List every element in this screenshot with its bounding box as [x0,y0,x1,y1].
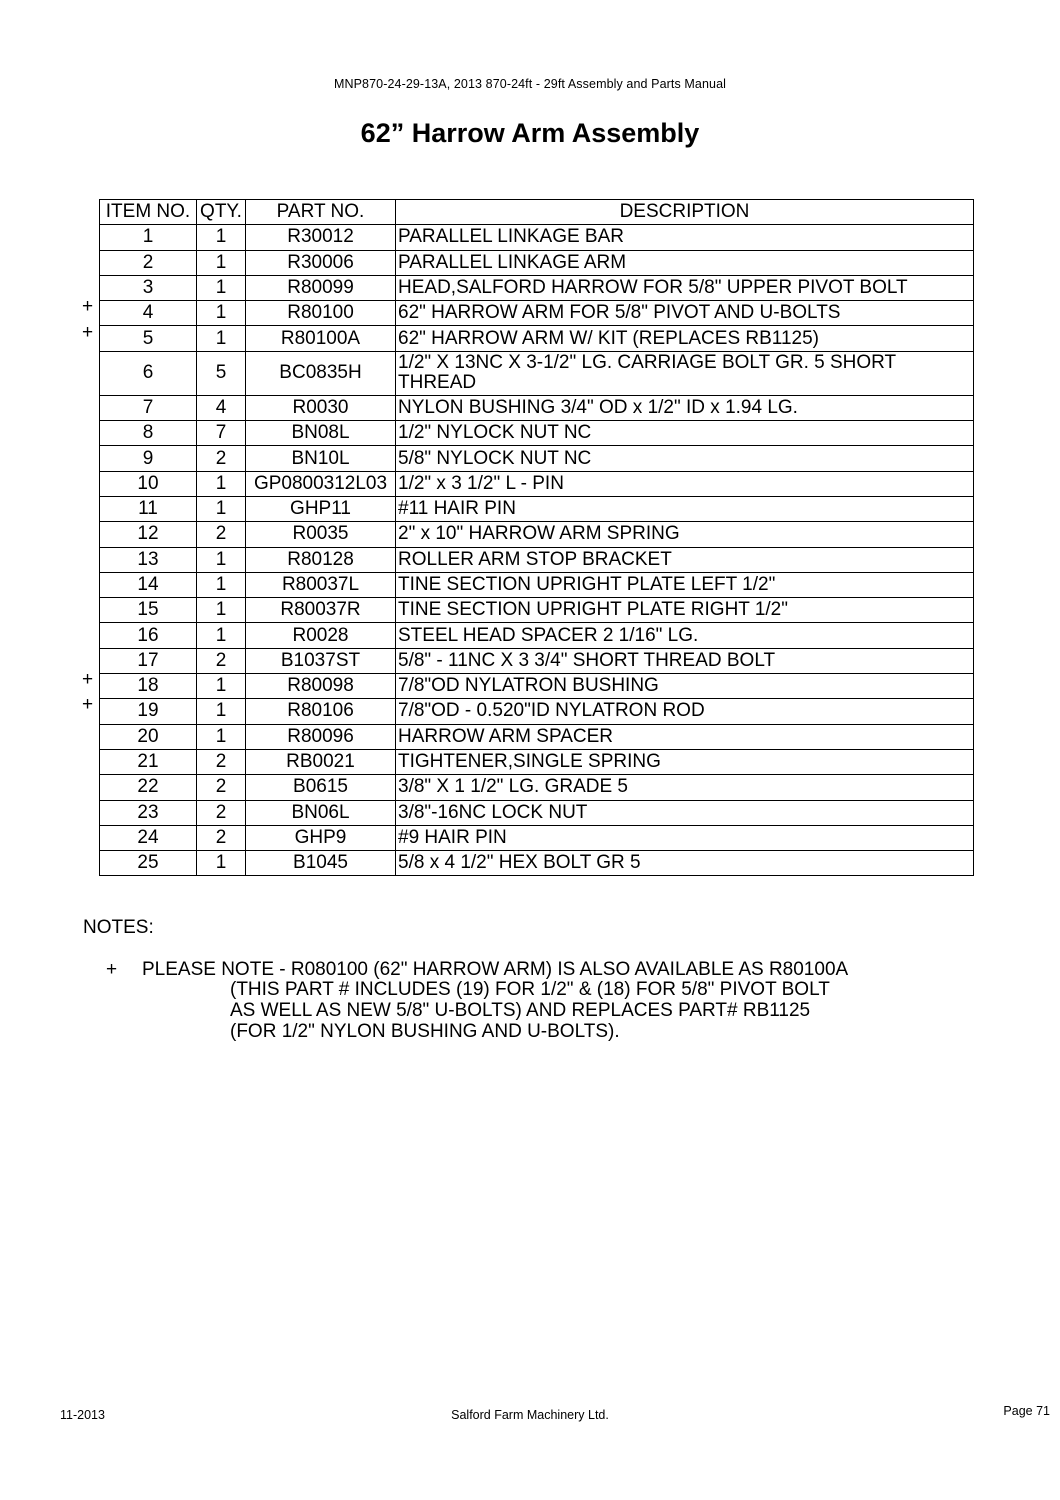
cell-description: 62" HARROW ARM W/ KIT (REPLACES RB1125) [396,326,974,351]
manual-header: MNP870-24-29-13A, 2013 870-24ft - 29ft Assembly and Parts Manual [333,77,727,91]
cell-description: #9 HAIR PIN [396,825,974,850]
cell-part-no: R0035 [246,522,396,547]
cell-description: 1/2" x 3 1/2" L - PIN [396,471,974,496]
cell-qty: 2 [197,749,246,774]
cell-qty: 2 [197,775,246,800]
page-title: 62” Harrow Arm Assembly [360,118,700,148]
table-row [100,522,974,547]
table-row [100,395,974,420]
table-row [100,825,974,850]
cell-description: 7/8"OD NYLATRON BUSHING [396,674,974,699]
cell-item-no: 8 [100,421,197,446]
table-row [100,572,974,597]
footer-page-number: Page 71 [1003,1404,1050,1418]
cell-part-no: R30006 [246,250,396,275]
cell-item-no: 2 [100,250,197,275]
cell-qty: 1 [197,326,246,351]
cell-item-no: 19 [100,699,197,724]
cell-part-no: GP0800312L03 [246,471,396,496]
cell-qty: 1 [197,572,246,597]
cell-qty: 1 [197,674,246,699]
cell-description: TIGHTENER,SINGLE SPRING [396,749,974,774]
cell-qty: 1 [197,471,246,496]
table-row [100,471,974,496]
table-row [100,648,974,673]
cell-item-no: 15 [100,598,197,623]
cell-description: 5/8" NYLOCK NUT NC [396,446,974,471]
cell-item-no: 11 [100,496,197,521]
cell-qty: 1 [197,851,246,876]
note-continuation [230,980,830,1042]
column-header-part-no: PART NO. [246,200,396,225]
cell-item-no: 9 [100,446,197,471]
cell-part-no: R80128 [246,547,396,572]
cell-description: 62" HARROW ARM FOR 5/8" PIVOT AND U-BOLTS [396,301,974,326]
cell-item-no: 18 [100,674,197,699]
note-plus-marker: + [106,959,118,980]
cell-description: 3/8"-16NC LOCK NUT [396,800,974,825]
cell-qty: 1 [197,623,246,648]
cell-description: 5/8 x 4 1/2" HEX BOLT GR 5 [396,851,974,876]
cell-item-no: 13 [100,547,197,572]
table-header-row [100,200,974,225]
cell-part-no: R80100 [246,301,396,326]
table-row [100,851,974,876]
table-row [100,724,974,749]
note-line-3: AS WELL AS NEW 5/8" U-BOLTS) AND REPLACES PART# RB1125 [230,999,811,1021]
table-row [100,775,974,800]
table-row [100,598,974,623]
parts-table-body [100,225,974,876]
revision-plus-mark: + [82,296,94,318]
cell-item-no: 20 [100,724,197,749]
cell-description: 5/8" - 11NC X 3 3/4" SHORT THREAD BOLT [396,648,974,673]
cell-item-no: 5 [100,326,197,351]
table-row [100,547,974,572]
cell-part-no: BN10L [246,446,396,471]
cell-description: HARROW ARM SPACER [396,724,974,749]
cell-description: 2" x 10" HARROW ARM SPRING [396,522,974,547]
cell-item-no: 4 [100,301,197,326]
parts-table [99,199,974,876]
cell-qty: 2 [197,800,246,825]
cell-description: #11 HAIR PIN [396,496,974,521]
footer-company: Salford Farm Machinery Ltd. [451,1408,609,1422]
cell-part-no: RB0021 [246,749,396,774]
cell-qty: 1 [197,598,246,623]
cell-item-no: 23 [100,800,197,825]
cell-part-no: BN08L [246,421,396,446]
cell-part-no: R80037R [246,598,396,623]
cell-item-no: 17 [100,648,197,673]
cell-qty: 2 [197,446,246,471]
cell-description: HEAD,SALFORD HARROW FOR 5/8" UPPER PIVOT BOLT [396,275,974,300]
column-header-qty: QTY. [197,200,246,225]
cell-item-no: 16 [100,623,197,648]
cell-part-no: B1045 [246,851,396,876]
cell-item-no: 14 [100,572,197,597]
note-line-1: PLEASE NOTE - R080100 (62" HARROW ARM) IS ALSO AVAILABLE AS R80100A [142,959,849,980]
cell-qty: 4 [197,395,246,420]
table-row [100,250,974,275]
revision-plus-mark: + [82,694,94,716]
revision-plus-mark: + [82,321,94,343]
revision-plus-mark: + [82,669,94,691]
cell-qty: 1 [197,301,246,326]
cell-part-no: BN06L [246,800,396,825]
cell-part-no: R0030 [246,395,396,420]
cell-qty: 1 [197,724,246,749]
cell-description: 1/2" X 13NC X 3-1/2" LG. CARRIAGE BOLT GR. 5 SHORT THREAD [396,351,974,395]
cell-item-no: 22 [100,775,197,800]
cell-item-no: 12 [100,522,197,547]
table-row [100,800,974,825]
cell-qty: 1 [197,250,246,275]
table-row [100,421,974,446]
cell-part-no: R80098 [246,674,396,699]
cell-qty: 1 [197,275,246,300]
table-row [100,496,974,521]
table-row [100,699,974,724]
cell-item-no: 1 [100,225,197,250]
table-row [100,351,974,395]
notes-heading: NOTES: [83,917,154,938]
cell-qty: 1 [197,496,246,521]
table-row [100,225,974,250]
cell-part-no: GHP9 [246,825,396,850]
column-header-description: DESCRIPTION [396,200,974,225]
note-line-2: (THIS PART # INCLUDES (19) FOR 1/2" & (18) FOR 5/8" PIVOT BOLT [230,979,830,1000]
cell-item-no: 3 [100,275,197,300]
table-row [100,301,974,326]
cell-part-no: R80100A [246,326,396,351]
cell-item-no: 10 [100,471,197,496]
cell-qty: 1 [197,699,246,724]
cell-description: PARALLEL LINKAGE ARM [396,250,974,275]
cell-description: TINE SECTION UPRIGHT PLATE LEFT 1/2" [396,572,974,597]
note-line-4: (FOR 1/2" NYLON BUSHING AND U-BOLTS). [230,1020,620,1042]
footer-date: 11-2013 [60,1408,105,1422]
cell-description: NYLON BUSHING 3/4" OD x 1/2" ID x 1.94 LG. [396,395,974,420]
cell-qty: 2 [197,648,246,673]
table-row [100,674,974,699]
cell-part-no: R80037L [246,572,396,597]
table-row [100,623,974,648]
cell-item-no: 6 [100,351,197,395]
cell-part-no: B1037ST [246,648,396,673]
cell-description: 7/8"OD - 0.520"ID NYLATRON ROD [396,699,974,724]
cell-description: PARALLEL LINKAGE BAR [396,225,974,250]
cell-description: 3/8" X 1 1/2" LG. GRADE 5 [396,775,974,800]
cell-part-no: GHP11 [246,496,396,521]
table-row [100,275,974,300]
cell-description: STEEL HEAD SPACER 2 1/16" LG. [396,623,974,648]
column-header-item-no: ITEM NO. [100,200,197,225]
table-row [100,749,974,774]
cell-part-no: BC0835H [246,351,396,395]
cell-qty: 5 [197,351,246,395]
cell-item-no: 7 [100,395,197,420]
cell-part-no: R0028 [246,623,396,648]
cell-part-no: R30012 [246,225,396,250]
cell-item-no: 24 [100,825,197,850]
cell-description: TINE SECTION UPRIGHT PLATE RIGHT 1/2" [396,598,974,623]
cell-description: ROLLER ARM STOP BRACKET [396,547,974,572]
cell-qty: 1 [197,547,246,572]
cell-qty: 1 [197,225,246,250]
cell-item-no: 21 [100,749,197,774]
cell-qty: 7 [197,421,246,446]
table-row [100,446,974,471]
cell-part-no: R80099 [246,275,396,300]
cell-item-no: 25 [100,851,197,876]
cell-qty: 2 [197,522,246,547]
cell-part-no: B0615 [246,775,396,800]
table-row [100,326,974,351]
cell-description: 1/2" NYLOCK NUT NC [396,421,974,446]
cell-part-no: R80096 [246,724,396,749]
cell-qty: 2 [197,825,246,850]
cell-part-no: R80106 [246,699,396,724]
